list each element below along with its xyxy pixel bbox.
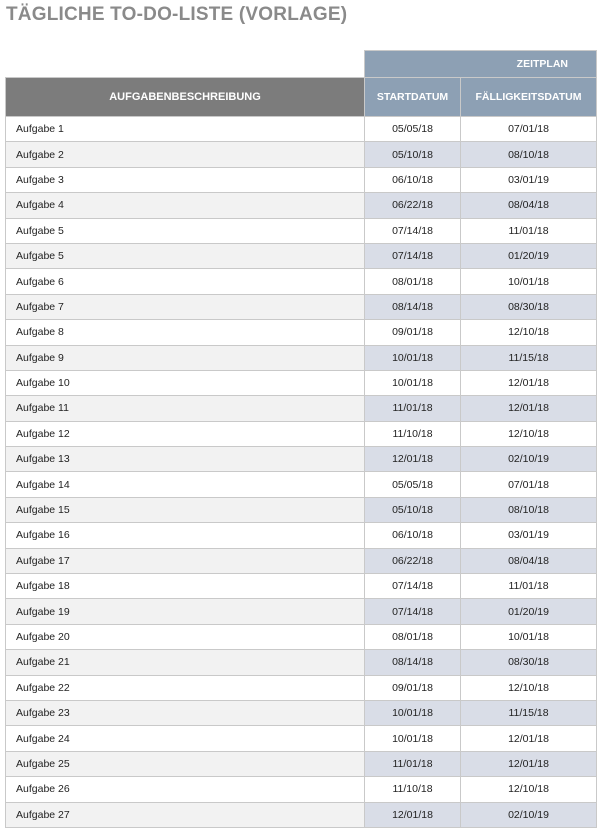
due-date-cell[interactable]: 08/30/18 [461, 294, 597, 319]
task-description-cell[interactable]: Aufgabe 22 [6, 675, 365, 700]
due-date-cell[interactable]: 12/10/18 [461, 675, 597, 700]
table-row [6, 142, 597, 167]
table-row [6, 624, 597, 649]
task-description-cell[interactable]: Aufgabe 21 [6, 650, 365, 675]
column-header-start-date: STARTDATUM [365, 78, 461, 117]
start-date-cell[interactable]: 06/10/18 [365, 523, 461, 548]
group-header-zeitplan: ZEITPLAN [365, 51, 597, 78]
due-date-cell[interactable]: 11/15/18 [461, 345, 597, 370]
table-row [6, 370, 597, 395]
due-date-cell[interactable]: 12/01/18 [461, 751, 597, 776]
group-header-spacer [6, 51, 365, 78]
start-date-cell[interactable]: 09/01/18 [365, 675, 461, 700]
due-date-cell[interactable]: 08/04/18 [461, 548, 597, 573]
column-header-description: AUFGABENBESCHREIBUNG [6, 78, 365, 117]
start-date-cell[interactable]: 08/14/18 [365, 650, 461, 675]
task-description-cell[interactable]: Aufgabe 4 [6, 193, 365, 218]
table-row [6, 243, 597, 268]
table-row [6, 802, 597, 827]
task-description-cell[interactable]: Aufgabe 23 [6, 700, 365, 725]
todo-table [5, 50, 597, 828]
table-row [6, 599, 597, 624]
page-title: TÄGLICHE TO-DO-LISTE (VORLAGE) [6, 4, 348, 25]
due-date-cell[interactable]: 11/15/18 [461, 700, 597, 725]
due-date-cell[interactable]: 02/10/19 [461, 447, 597, 472]
due-date-cell[interactable]: 12/10/18 [461, 320, 597, 345]
task-description-cell[interactable]: Aufgabe 13 [6, 447, 365, 472]
table-row [6, 320, 597, 345]
due-date-cell[interactable]: 03/01/19 [461, 167, 597, 192]
table-row [6, 523, 597, 548]
due-date-cell[interactable]: 10/01/18 [461, 624, 597, 649]
task-description-cell[interactable]: Aufgabe 14 [6, 472, 365, 497]
table-row [6, 497, 597, 522]
due-date-cell[interactable]: 11/01/18 [461, 574, 597, 599]
task-description-cell[interactable]: Aufgabe 5 [6, 243, 365, 268]
table-row [6, 472, 597, 497]
due-date-cell[interactable]: 08/10/18 [461, 142, 597, 167]
table-row [6, 421, 597, 446]
due-date-cell[interactable]: 02/10/19 [461, 802, 597, 827]
table-row [6, 726, 597, 751]
task-description-cell[interactable]: Aufgabe 2 [6, 142, 365, 167]
column-header-row [6, 78, 597, 117]
start-date-cell[interactable]: 07/14/18 [365, 574, 461, 599]
table-row [6, 345, 597, 370]
task-description-cell[interactable]: Aufgabe 9 [6, 345, 365, 370]
table-row [6, 193, 597, 218]
start-date-cell[interactable]: 07/14/18 [365, 599, 461, 624]
start-date-cell[interactable]: 10/01/18 [365, 700, 461, 725]
start-date-cell[interactable]: 07/14/18 [365, 243, 461, 268]
start-date-cell[interactable]: 11/10/18 [365, 421, 461, 446]
task-description-cell[interactable]: Aufgabe 16 [6, 523, 365, 548]
due-date-cell[interactable]: 03/01/19 [461, 523, 597, 548]
table-row [6, 777, 597, 802]
start-date-cell[interactable]: 08/01/18 [365, 624, 461, 649]
task-description-cell[interactable]: Aufgabe 19 [6, 599, 365, 624]
start-date-cell[interactable]: 05/10/18 [365, 497, 461, 522]
due-date-cell[interactable]: 01/20/19 [461, 243, 597, 268]
column-header-due-date: FÄLLIGKEITSDATUM [461, 78, 597, 117]
table-row [6, 650, 597, 675]
table-body [6, 117, 597, 828]
table-row [6, 574, 597, 599]
start-date-cell[interactable]: 11/01/18 [365, 751, 461, 776]
task-description-cell[interactable]: Aufgabe 8 [6, 320, 365, 345]
task-description-cell[interactable]: Aufgabe 7 [6, 294, 365, 319]
start-date-cell[interactable]: 10/01/18 [365, 345, 461, 370]
start-date-cell[interactable]: 10/01/18 [365, 370, 461, 395]
task-description-cell[interactable]: Aufgabe 25 [6, 751, 365, 776]
start-date-cell[interactable]: 11/01/18 [365, 396, 461, 421]
due-date-cell[interactable]: 12/10/18 [461, 777, 597, 802]
task-description-cell[interactable]: Aufgabe 11 [6, 396, 365, 421]
start-date-cell[interactable]: 12/01/18 [365, 802, 461, 827]
due-date-cell[interactable]: 07/01/18 [461, 472, 597, 497]
table-row [6, 218, 597, 243]
task-description-cell[interactable]: Aufgabe 1 [6, 117, 365, 142]
table-row [6, 269, 597, 294]
start-date-cell[interactable]: 08/14/18 [365, 294, 461, 319]
table-row [6, 117, 597, 142]
start-date-cell[interactable]: 05/05/18 [365, 472, 461, 497]
task-description-cell[interactable]: Aufgabe 6 [6, 269, 365, 294]
group-header-row [6, 51, 597, 78]
task-description-cell[interactable]: Aufgabe 24 [6, 726, 365, 751]
task-description-cell[interactable]: Aufgabe 26 [6, 777, 365, 802]
start-date-cell[interactable]: 05/05/18 [365, 117, 461, 142]
task-description-cell[interactable]: Aufgabe 12 [6, 421, 365, 446]
start-date-cell[interactable]: 06/10/18 [365, 167, 461, 192]
due-date-cell[interactable]: 12/01/18 [461, 370, 597, 395]
start-date-cell[interactable]: 10/01/18 [365, 726, 461, 751]
start-date-cell[interactable]: 12/01/18 [365, 447, 461, 472]
table-row [6, 548, 597, 573]
table-row [6, 700, 597, 725]
due-date-cell[interactable]: 12/01/18 [461, 726, 597, 751]
task-description-cell[interactable]: Aufgabe 15 [6, 497, 365, 522]
start-date-cell[interactable]: 06/22/18 [365, 193, 461, 218]
start-date-cell[interactable]: 11/10/18 [365, 777, 461, 802]
due-date-cell[interactable]: 10/01/18 [461, 269, 597, 294]
start-date-cell[interactable]: 05/10/18 [365, 142, 461, 167]
table-row [6, 167, 597, 192]
table-row [6, 396, 597, 421]
due-date-cell[interactable]: 08/04/18 [461, 193, 597, 218]
task-description-cell[interactable]: Aufgabe 18 [6, 574, 365, 599]
due-date-cell[interactable]: 08/10/18 [461, 497, 597, 522]
due-date-cell[interactable]: 08/30/18 [461, 650, 597, 675]
due-date-cell[interactable]: 01/20/19 [461, 599, 597, 624]
due-date-cell[interactable]: 12/10/18 [461, 421, 597, 446]
task-description-cell[interactable]: Aufgabe 10 [6, 370, 365, 395]
start-date-cell[interactable]: 08/01/18 [365, 269, 461, 294]
table-row [6, 294, 597, 319]
start-date-cell[interactable]: 07/14/18 [365, 218, 461, 243]
due-date-cell[interactable]: 11/01/18 [461, 218, 597, 243]
task-description-cell[interactable]: Aufgabe 20 [6, 624, 365, 649]
start-date-cell[interactable]: 09/01/18 [365, 320, 461, 345]
task-description-cell[interactable]: Aufgabe 5 [6, 218, 365, 243]
table-row [6, 751, 597, 776]
start-date-cell[interactable]: 06/22/18 [365, 548, 461, 573]
due-date-cell[interactable]: 07/01/18 [461, 117, 597, 142]
task-description-cell[interactable]: Aufgabe 3 [6, 167, 365, 192]
table-row [6, 675, 597, 700]
table-row [6, 447, 597, 472]
task-description-cell[interactable]: Aufgabe 17 [6, 548, 365, 573]
task-description-cell[interactable]: Aufgabe 27 [6, 802, 365, 827]
due-date-cell[interactable]: 12/01/18 [461, 396, 597, 421]
